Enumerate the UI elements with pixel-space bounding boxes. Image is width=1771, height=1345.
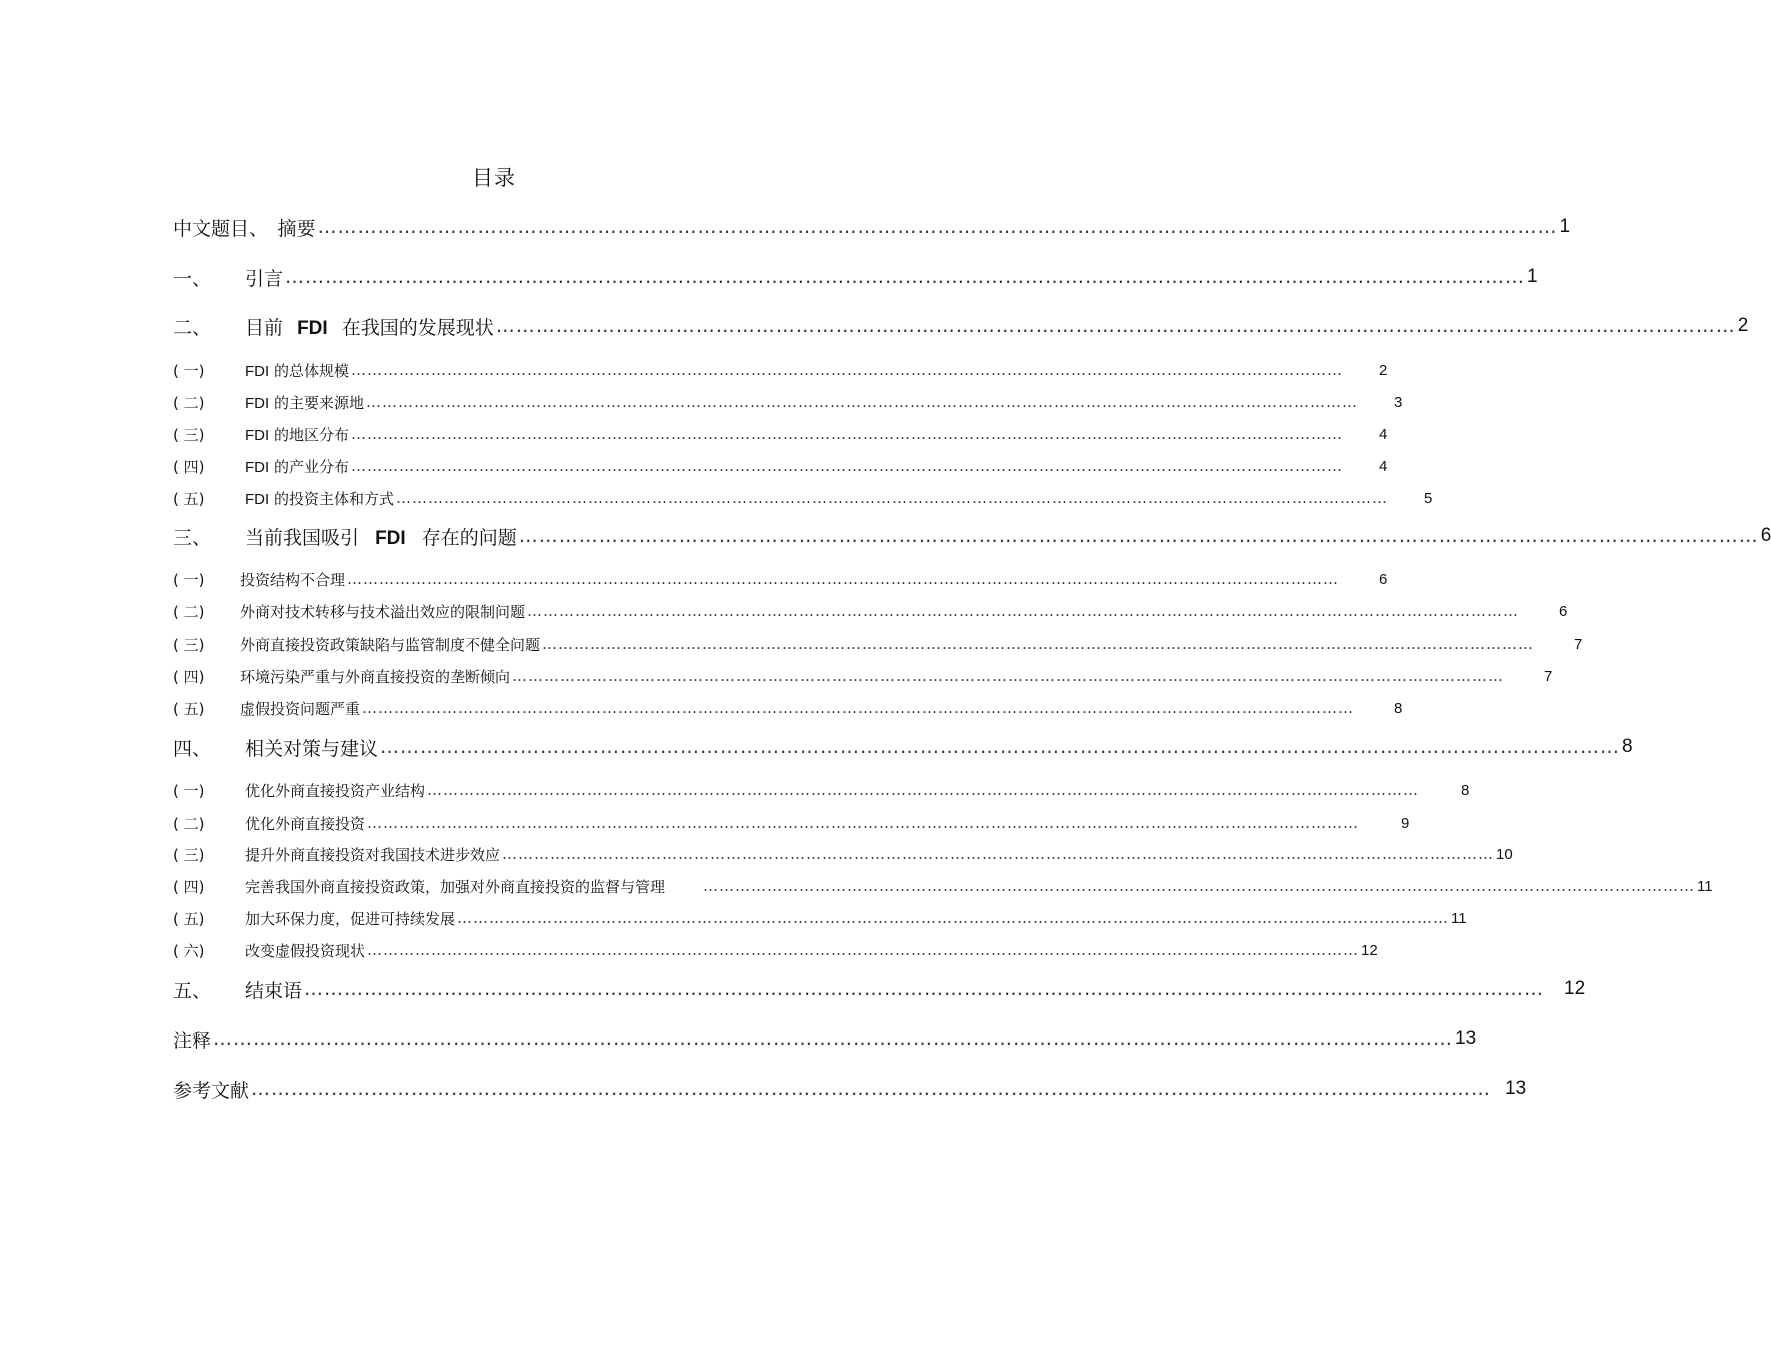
toc-page-number: 2 <box>1378 361 1388 379</box>
toc-entry-text-fdi: FDI <box>245 362 270 380</box>
toc-entry-section-3[interactable] <box>173 521 1771 551</box>
dot-leader: …………………………………………………………………………………………………………………………………………………………………… <box>367 941 1360 959</box>
toc-entry-text-post: 存在的问题 <box>421 526 517 549</box>
toc-entry-text: 结束语 <box>245 979 303 1002</box>
toc-entry-introduction[interactable] <box>173 262 1538 292</box>
toc-entry-abstract[interactable] <box>173 212 1571 242</box>
toc-entry-text-fdi: FDI <box>245 490 270 508</box>
dot-leader: …………………………………………………………………………………………………………………………………………………………………… <box>527 602 1520 620</box>
toc-entry-number: ( 三) <box>173 635 205 654</box>
dot-leader: …………………………………………………………………………………………………………………………………………………………………… <box>395 489 1388 507</box>
dot-leader: …………………………………………………………………………………………………………………………………………………………………… <box>367 814 1360 832</box>
toc-entry-text-post: 的总体规模 <box>273 361 349 380</box>
toc-entry-2-3[interactable] <box>173 423 1388 445</box>
toc-page-number: 8 <box>1461 781 1470 799</box>
toc-entry-text: 外商对技术转移与技术溢出效应的限制问题 <box>240 602 526 621</box>
toc-page-number: 5 <box>1423 489 1433 507</box>
toc-entry-text-pre: 当前我国吸引 <box>245 526 360 549</box>
toc-page-number: 6 <box>1559 602 1568 620</box>
toc-entry-text <box>245 523 517 550</box>
toc-page-number: 1 <box>1559 216 1571 237</box>
dot-leader: …………………………………………………………………………………………………………………………………………………………………… <box>457 909 1450 927</box>
toc-entry-text <box>245 456 349 477</box>
dot-leader: …………………………………………………………………………………………………………………………………………………………………… <box>304 978 1545 1000</box>
toc-page-number: 3 <box>1393 393 1403 411</box>
toc-page-number: 12 <box>1564 978 1586 999</box>
toc-entry-number: ( 一) <box>173 570 205 589</box>
dot-leader: …………………………………………………………………………………………………………………………………………………………………… <box>365 393 1358 411</box>
toc-entry-number: ( 六) <box>173 941 205 960</box>
toc-entry-text: 优化外商直接投资 <box>245 814 366 833</box>
toc-entry-number: ( 五) <box>173 489 205 508</box>
toc-page-number: 8 <box>1394 699 1403 717</box>
toc-entry-3-4[interactable] <box>173 665 1553 687</box>
toc-entry-number: ( 二) <box>173 814 205 833</box>
toc-entry-2-2[interactable] <box>173 391 1403 413</box>
toc-entry-number: ( 一) <box>173 781 205 800</box>
toc-entry-text <box>245 488 394 509</box>
toc-entry-number: ( 四) <box>173 877 205 896</box>
dot-leader: …………………………………………………………………………………………………………………………………………………………………… <box>502 845 1495 863</box>
toc-page-number: 4 <box>1378 425 1388 443</box>
toc-entry-number: ( 四) <box>173 667 205 686</box>
dot-leader: …………………………………………………………………………………………………………………………………………………………………… <box>362 699 1355 717</box>
dot-leader: …………………………………………………………………………………………………………………………………………………………………… <box>495 315 1736 337</box>
toc-entry-3-1[interactable] <box>173 568 1388 590</box>
toc-page-number: 6 <box>1760 525 1771 546</box>
dot-leader: …………………………………………………………………………………………………………………………………………………………………… <box>350 457 1343 475</box>
toc-page-number: 10 <box>1496 845 1513 863</box>
toc-entry-text-pre: 目前 <box>245 316 284 339</box>
toc-page-number: 1 <box>1527 266 1538 287</box>
toc-entry-number: 四、 <box>173 737 212 760</box>
toc-entry-text-fdi: FDI <box>297 317 328 339</box>
toc-entry-2-4[interactable] <box>173 455 1388 477</box>
toc-entry-2-5[interactable] <box>173 487 1433 509</box>
toc-entry-text-fdi: FDI <box>375 527 406 549</box>
toc-entry-text <box>245 313 494 340</box>
toc-entry-text <box>245 424 349 445</box>
toc-entry-text: 完善我国外商直接投资政策，加强对外商直接投资的监督与管理 <box>245 877 666 896</box>
toc-page-number: 7 <box>1544 667 1553 685</box>
toc-entry-section-2[interactable] <box>173 311 1749 341</box>
toc-entry-number: 二、 <box>173 316 212 339</box>
toc-entry-text-fdi: FDI <box>245 394 270 412</box>
toc-entry-text: 改变虚假投资现状 <box>245 941 366 960</box>
toc-entry-text-post: 的地区分布 <box>273 425 349 444</box>
toc-entry-text: 虚假投资问题严重 <box>240 699 361 718</box>
toc-entry-references[interactable] <box>173 1074 1527 1104</box>
toc-entry-text: 中文题目、 摘要 <box>173 217 316 240</box>
dot-leader: …………………………………………………………………………………………………………………………………………………………………… <box>703 877 1696 895</box>
toc-entry-number: ( 二) <box>173 602 205 621</box>
dot-leader: …………………………………………………………………………………………………………………………………………………………………… <box>251 1078 1492 1100</box>
toc-entry-4-6[interactable] <box>173 939 1378 961</box>
toc-entry-text: 注释 <box>173 1029 212 1052</box>
toc-entry-text <box>245 360 349 381</box>
toc-entry-text: 参考文献 <box>173 1079 250 1102</box>
toc-entry-text: 提升外商直接投资对我国技术进步效应 <box>245 845 501 864</box>
toc-page-number: 8 <box>1622 736 1633 757</box>
toc-entry-text-post: 的产业分布 <box>273 457 349 476</box>
toc-entry-2-1[interactable] <box>173 359 1388 381</box>
toc-title: 目录 <box>472 166 516 190</box>
toc-entry-text-fdi: FDI <box>245 426 270 444</box>
toc-entry-number: ( 三) <box>173 845 205 864</box>
toc-page-number: 2 <box>1737 315 1749 336</box>
toc-entry-number: 三、 <box>173 526 212 549</box>
toc-page-number: 12 <box>1361 941 1378 959</box>
dot-leader: …………………………………………………………………………………………………………………………………………………………………… <box>542 635 1535 653</box>
toc-entry-notes[interactable] <box>173 1024 1477 1054</box>
toc-entry-3-2[interactable] <box>173 600 1568 622</box>
dot-leader: …………………………………………………………………………………………………………………………………………………………………… <box>213 1028 1454 1050</box>
toc-entry-text-post: 的主要来源地 <box>273 393 364 412</box>
toc-entry-conclusion[interactable] <box>173 974 1586 1004</box>
toc-entry-3-3[interactable] <box>173 633 1583 655</box>
toc-entry-text-post: 在我国的发展现状 <box>341 316 494 339</box>
dot-leader: …………………………………………………………………………………………………………………………………………………………………… <box>347 570 1340 588</box>
toc-page-number: 7 <box>1574 635 1583 653</box>
toc-entry-text: 优化外商直接投资产业结构 <box>245 781 426 800</box>
dot-leader: …………………………………………………………………………………………………………………………………………………………………… <box>285 266 1526 288</box>
toc-entry-number: ( 二) <box>173 393 205 412</box>
toc-page-number: 11 <box>1697 877 1713 895</box>
toc-page-number: 13 <box>1455 1028 1477 1049</box>
toc-page-number: 4 <box>1378 457 1388 475</box>
toc-entry-3-5[interactable] <box>173 697 1403 719</box>
toc-entry-number: ( 一) <box>173 361 205 380</box>
toc-entry-text: 引言 <box>245 267 284 290</box>
toc-entry-number: ( 五) <box>173 909 205 928</box>
toc-page-number: 11 <box>1451 909 1467 927</box>
toc-entry-number: ( 三) <box>173 425 205 444</box>
toc-entry-text: 外商直接投资政策缺陷与监管制度不健全问题 <box>240 635 541 654</box>
toc-entry-4-5[interactable] <box>173 907 1467 929</box>
toc-entry-number: 五、 <box>173 979 212 1002</box>
toc-entry-number: ( 五) <box>173 699 205 718</box>
toc-entry-number: 一、 <box>173 267 212 290</box>
toc-entry-text: 投资结构不合理 <box>240 570 346 589</box>
dot-leader: …………………………………………………………………………………………………………………………………………………………………… <box>427 781 1420 799</box>
toc-entry-text <box>245 392 364 413</box>
toc-page-number: 6 <box>1379 570 1388 588</box>
toc-page-number: 9 <box>1401 814 1410 832</box>
toc-entry-text-fdi: FDI <box>245 458 270 476</box>
dot-leader: …………………………………………………………………………………………………………………………………………………………………… <box>317 216 1558 238</box>
toc-entry-4-4[interactable] <box>173 875 1713 897</box>
toc-entry-text: 环境污染严重与外商直接投资的垄断倾向 <box>240 667 511 686</box>
toc-entry-section-4[interactable] <box>173 732 1633 762</box>
toc-entry-text: 相关对策与建议 <box>245 737 379 760</box>
toc-entry-text: 加大环保力度，促进可持续发展 <box>245 909 456 928</box>
dot-leader: …………………………………………………………………………………………………………………………………………………………………… <box>350 425 1343 443</box>
dot-leader: …………………………………………………………………………………………………………………………………………………………………… <box>512 667 1505 685</box>
dot-leader: …………………………………………………………………………………………………………………………………………………………………… <box>518 525 1759 547</box>
toc-entry-4-3[interactable] <box>173 843 1513 865</box>
toc-entry-number: ( 四) <box>173 457 205 476</box>
dot-leader: …………………………………………………………………………………………………………………………………………………………………… <box>380 736 1621 758</box>
toc-page-number: 13 <box>1505 1078 1527 1099</box>
toc-entry-4-2[interactable] <box>173 812 1410 834</box>
toc-entry-4-1[interactable] <box>173 779 1470 801</box>
toc-entry-text-post: 的投资主体和方式 <box>273 489 394 508</box>
dot-leader: …………………………………………………………………………………………………………………………………………………………………… <box>350 361 1343 379</box>
